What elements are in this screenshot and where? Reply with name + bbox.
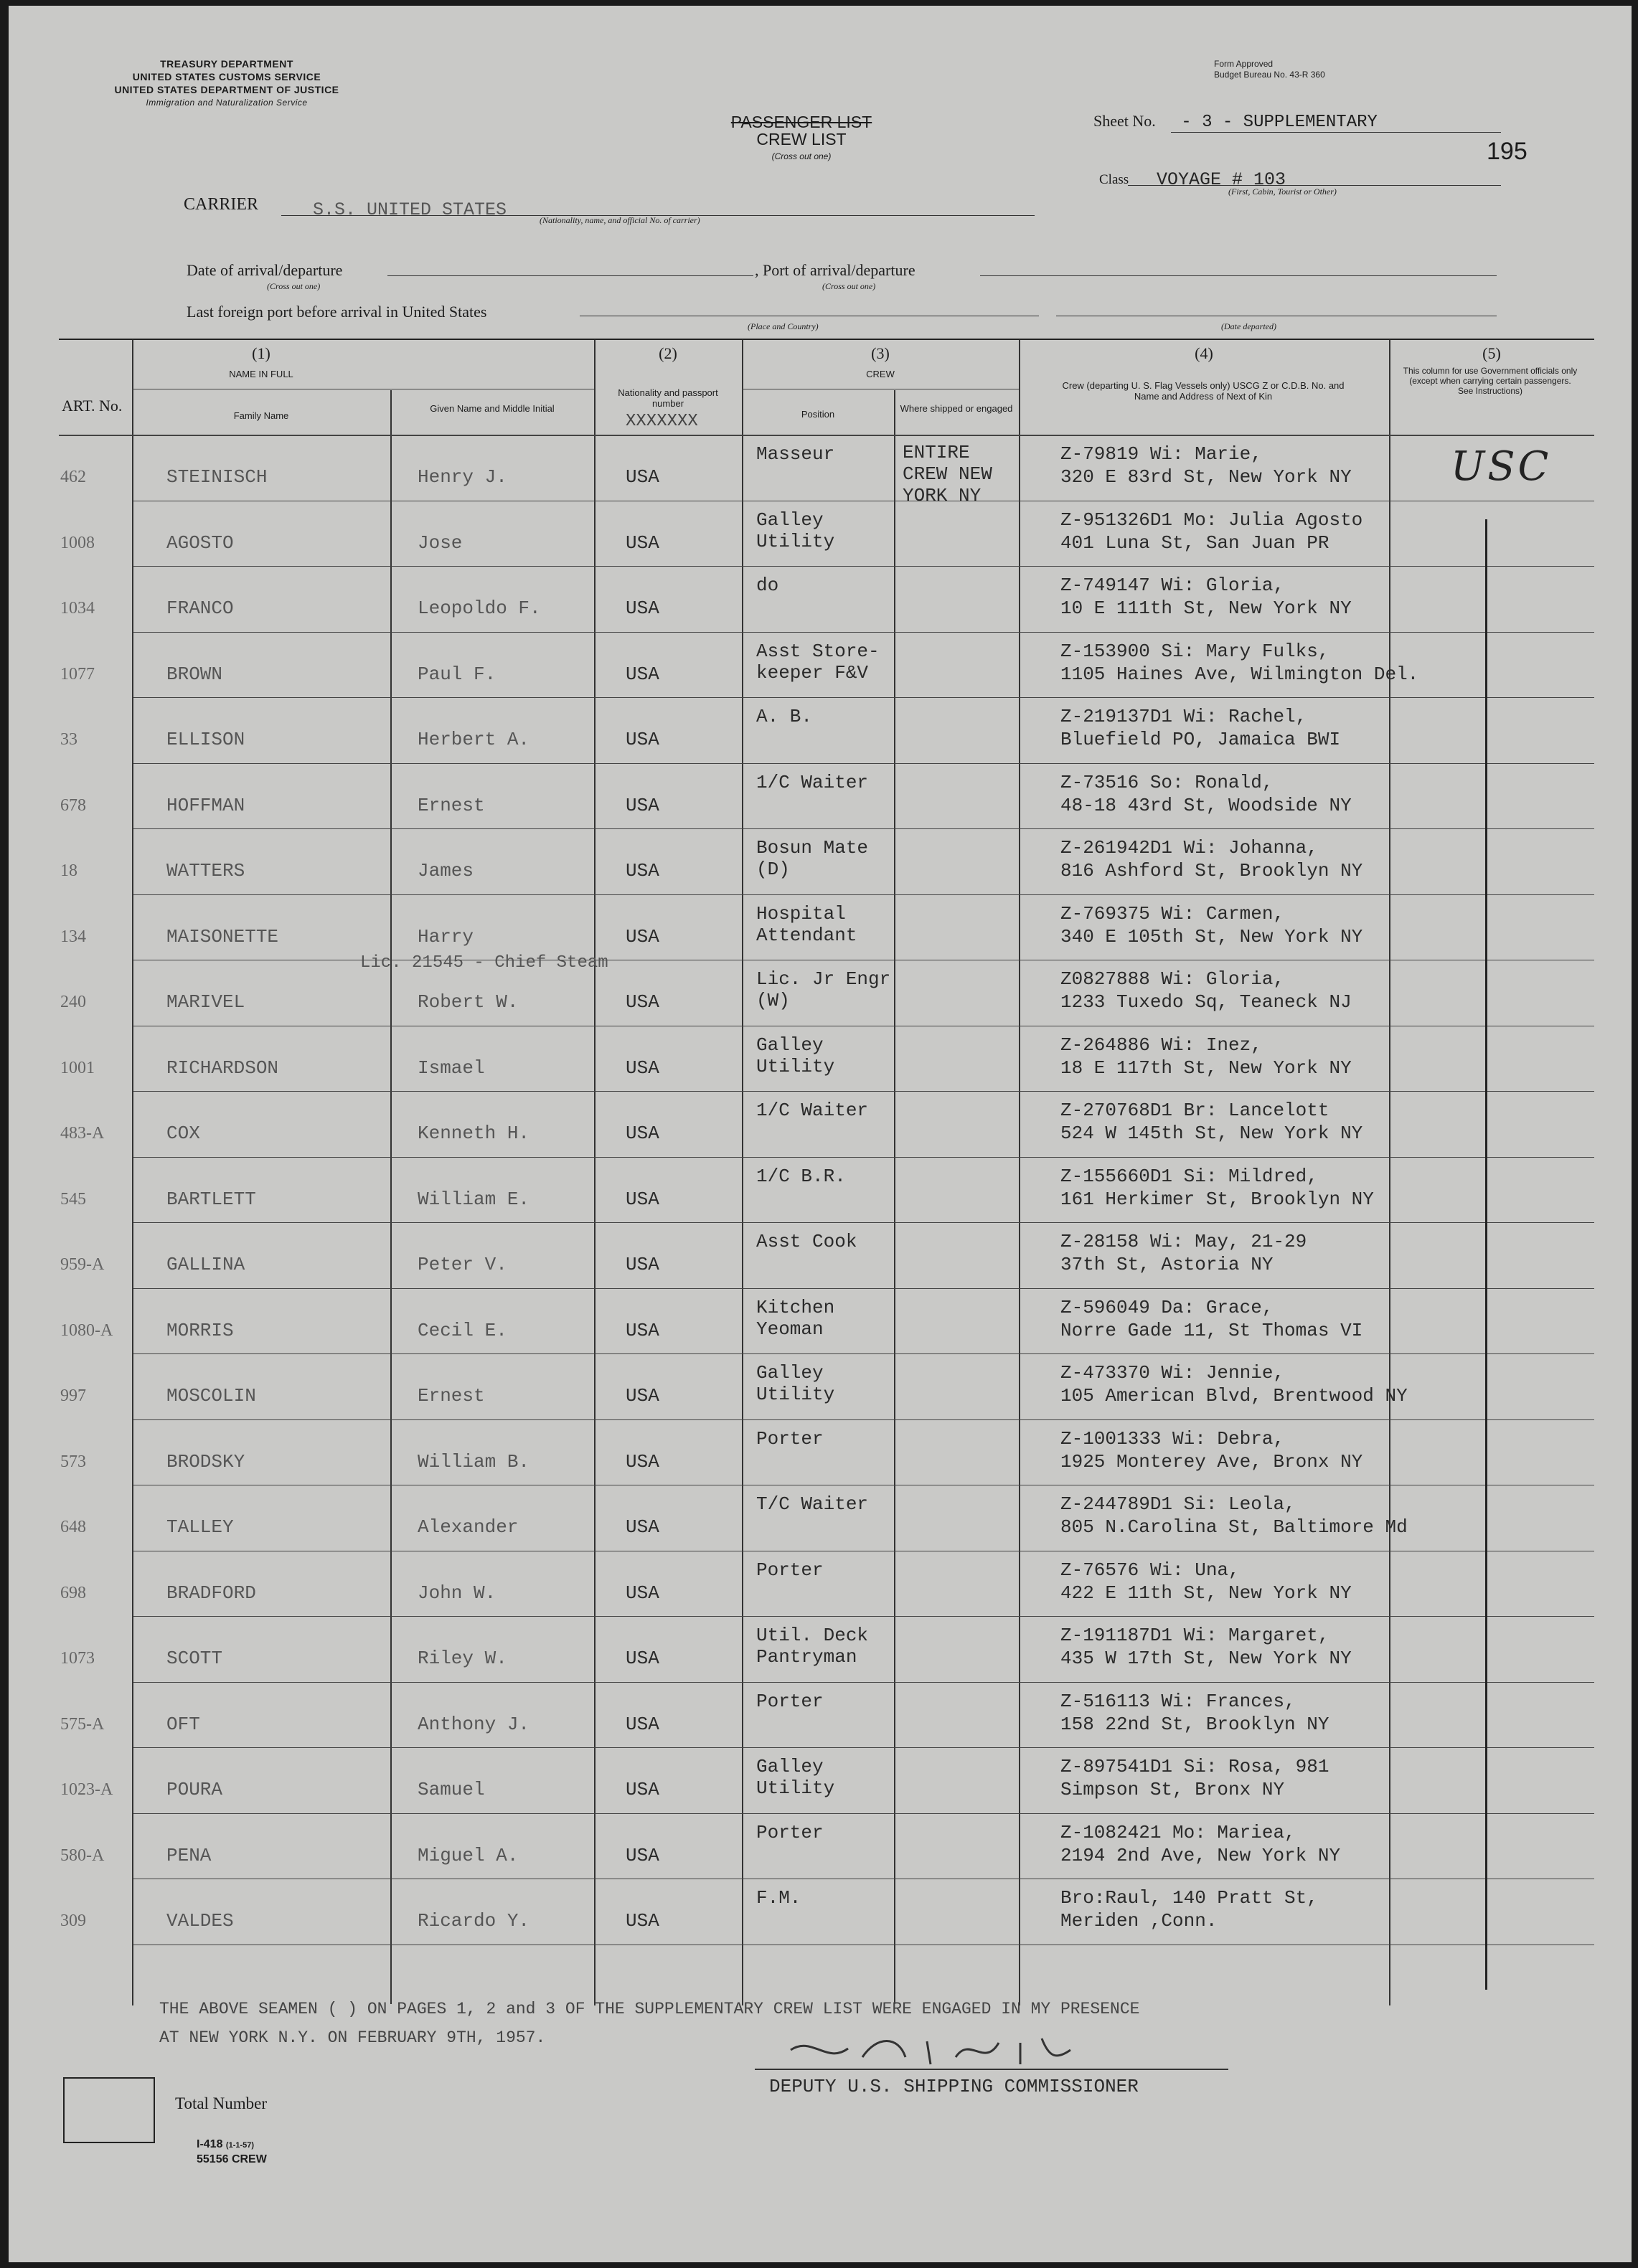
position: Galley Utility	[756, 1034, 835, 1077]
nationality: USA	[626, 1779, 659, 1800]
form-approved-text: Form Approved	[1214, 59, 1274, 69]
crew-table	[59, 339, 1594, 2005]
position: F.M.	[756, 1887, 801, 1909]
next-of-kin-line1: Z-270768D1 Br: Lancelott	[1060, 1100, 1329, 1121]
family-name: BRODSKY	[166, 1450, 245, 1473]
total-number-label: Total Number	[175, 2094, 268, 2112]
position: Asst Cook	[756, 1231, 857, 1252]
col1b-header: Given Name and Middle Initial	[430, 403, 555, 414]
nationality: USA	[626, 1385, 659, 1407]
row-divider	[133, 1288, 1594, 1289]
art-number: 1077	[60, 664, 95, 684]
given-name: James	[418, 860, 474, 882]
next-of-kin-line1: Z-596049 Da: Grace,	[1060, 1296, 1274, 1318]
next-of-kin-line1: Z-1082421 Mo: Mariea,	[1060, 1821, 1296, 1843]
family-name: WATTERS	[166, 860, 245, 882]
position: Lic. Jr Engr (W)	[756, 968, 891, 1011]
family-name: VALDES	[166, 1910, 234, 1932]
given-name: Riley W.	[418, 1648, 507, 1669]
next-of-kin-line2: Simpson St, Bronx NY	[1060, 1779, 1285, 1800]
given-name: Samuel	[418, 1779, 485, 1800]
agency-line: UNITED STATES DEPARTMENT OF JUSTICE	[114, 84, 339, 95]
given-name: Ismael	[418, 1057, 485, 1079]
given-name: John W.	[418, 1582, 496, 1604]
given-name: Ricardo Y.	[418, 1910, 530, 1932]
nationality: USA	[626, 729, 659, 750]
agency-line: Immigration and Naturalization Service	[146, 98, 308, 108]
next-of-kin-line1: Z-769375 Wi: Carmen,	[1060, 902, 1285, 925]
form-approval	[1214, 59, 1325, 80]
position: Porter	[756, 1427, 824, 1450]
nationality: USA	[626, 1057, 659, 1079]
next-of-kin-line2: 37th St, Astoria NY	[1060, 1254, 1274, 1275]
family-name: FRANCO	[166, 597, 234, 619]
date-label-text: Date of arrival/departure	[187, 261, 343, 279]
next-of-kin-line2: 10 E 111th St, New York NY	[1060, 597, 1352, 619]
sheet-label: Sheet No.	[1093, 112, 1156, 130]
col3-number: (3)	[871, 344, 890, 362]
sheet-value: - 3 - SUPPLEMENTARY	[1181, 113, 1378, 132]
row-divider	[133, 697, 1594, 698]
family-name: BROWN	[166, 663, 223, 685]
art-number: 648	[60, 1518, 86, 1536]
art-number: 1034	[60, 599, 95, 618]
given-name: Alexander	[418, 1516, 519, 1538]
total-number-box	[63, 2077, 155, 2143]
position: Asst Store-keeper F&V	[756, 640, 880, 684]
next-of-kin-line2: 805 N.Carolina St, Baltimore Md	[1060, 1516, 1408, 1538]
art-number: 545	[60, 1189, 86, 1209]
row-divider	[133, 1353, 1594, 1354]
art-number: 1001	[60, 1058, 95, 1077]
class-hint: (First, Cabin, Tourist or Other)	[1228, 186, 1337, 197]
place-hint: (Place and Country)	[748, 321, 819, 331]
nationality: USA	[626, 925, 659, 948]
family-name: MARIVEL	[166, 991, 245, 1013]
position: Kitchen Yeoman	[756, 1296, 835, 1340]
next-of-kin-line1: Z-28158 Wi: May, 21-29	[1060, 1231, 1307, 1252]
art-number: 573	[60, 1452, 86, 1471]
next-of-kin-line2: 105 American Blvd, Brentwood NY	[1060, 1385, 1408, 1407]
family-name: SCOTT	[166, 1648, 223, 1669]
col5-number: (5)	[1482, 344, 1501, 362]
given-name: Jose	[418, 531, 463, 554]
next-of-kin-line2: 816 Ashford St, Brooklyn NY	[1060, 860, 1363, 882]
next-of-kin-line1: Z-155660D1 Si: Mildred,	[1060, 1165, 1318, 1187]
next-of-kin-line1: Z-749147 Wi: Gloria,	[1060, 575, 1285, 596]
row-divider	[133, 828, 1594, 829]
engagement-statement-line1: THE ABOVE SEAMEN ( ) ON PAGES 1, 2 and 3 OF THE SUPPLEMENTARY CREW LIST WERE ENGAGED IN MY PRESENCE	[159, 2000, 1140, 2018]
form-sheet	[9, 6, 1632, 2262]
position: A. B.	[756, 706, 813, 727]
given-name: Kenneth H.	[418, 1123, 530, 1144]
next-of-kin-line2: Norre Gade 11, St Thomas VI	[1060, 1319, 1363, 1341]
row-divider	[133, 566, 1594, 567]
usc-bracket-line	[1485, 519, 1487, 1990]
row-divider	[133, 1222, 1594, 1223]
col4-number: (4)	[1195, 344, 1213, 362]
given-name: Henry J.	[418, 466, 507, 488]
passport-overstrike: XXXXXXX	[626, 412, 698, 431]
nationality: USA	[626, 1188, 659, 1210]
given-name: Peter V.	[418, 1254, 507, 1275]
next-of-kin-line1: Z-76576 Wi: Una,	[1060, 1559, 1240, 1581]
position: T/C Waiter	[756, 1493, 869, 1515]
art-number: 462	[60, 468, 86, 486]
next-of-kin-line1: Z-261942D1 Wi: Johanna,	[1060, 837, 1318, 859]
row-divider	[133, 1682, 1594, 1683]
next-of-kin-line2: 524 W 145th St, New York NY	[1060, 1123, 1363, 1144]
row-note: Lic. 21545 - Chief Steam	[360, 953, 608, 973]
given-name: Paul F.	[418, 663, 496, 685]
art-number: 1080-A	[60, 1320, 113, 1340]
position: Porter	[756, 1559, 824, 1581]
family-name: RICHARDSON	[166, 1057, 279, 1079]
list-title	[719, 113, 884, 165]
nationality: USA	[626, 1254, 659, 1275]
agency-block	[69, 57, 385, 109]
nationality: USA	[626, 1319, 659, 1341]
art-number: 575-A	[60, 1714, 105, 1734]
shipped-value: ENTIRE CREW NEW YORK NY	[903, 442, 992, 506]
family-name: ELLISON	[166, 729, 245, 750]
nationality: USA	[626, 1844, 659, 1866]
next-of-kin-line1: Z-897541D1 Si: Rosa, 981	[1060, 1756, 1329, 1777]
given-name: Cecil E.	[418, 1319, 507, 1341]
row-divider	[133, 894, 1594, 895]
art-number: 997	[60, 1386, 86, 1405]
next-of-kin-line1: Z-264886 Wi: Inez,	[1060, 1034, 1262, 1056]
col4-title: Crew (departing U. S. Flag Vessels only) USCG Z or C.D.B. No. and Name and Address of Next of Kin	[1062, 380, 1345, 402]
sheet-number	[1093, 112, 1378, 132]
signature-mark	[783, 2028, 1142, 2071]
family-name: TALLEY	[166, 1516, 234, 1538]
next-of-kin-line2: 1105 Haines Ave, Wilmington Del.	[1060, 663, 1419, 685]
given-name: William B.	[418, 1450, 530, 1473]
date-label	[187, 261, 342, 280]
nationality: USA	[626, 466, 659, 488]
family-name: MORRIS	[166, 1319, 234, 1341]
family-name: GALLINA	[166, 1254, 245, 1275]
date-cross-out: (Cross out one)	[267, 281, 321, 291]
art-number: 678	[60, 795, 86, 815]
art-no-label: ART. No.	[62, 397, 123, 415]
given-name: Miguel A.	[418, 1844, 519, 1866]
position: Galley Utility	[756, 1756, 835, 1799]
next-of-kin-line1: Z0827888 Wi: Gloria,	[1060, 968, 1285, 990]
next-of-kin-line2: 422 E 11th St, New York NY	[1060, 1582, 1352, 1604]
col1-title: NAME IN FULL	[229, 369, 293, 379]
position: 1/C Waiter	[756, 771, 869, 793]
title-passenger-list: PASSENGER LIST	[730, 113, 872, 131]
art-number: 1008	[60, 533, 95, 552]
given-name: Harry	[418, 925, 474, 948]
last-port-label: Last foreign port before arrival in United States	[187, 303, 487, 321]
row-divider	[133, 1813, 1594, 1814]
carrier-value: S.S. UNITED STATES	[313, 199, 507, 220]
page-number: 195	[1487, 138, 1528, 165]
row-divider	[133, 1616, 1594, 1617]
art-number: 240	[60, 993, 86, 1011]
art-number: 580-A	[60, 1846, 105, 1865]
position: Masseur	[756, 443, 835, 465]
position: 1/C B.R.	[756, 1165, 846, 1187]
given-name: William E.	[418, 1188, 530, 1210]
form-code: 55156 CREW	[197, 2153, 267, 2165]
carrier-hint: (Nationality, name, and official No. of carrier)	[540, 215, 700, 225]
col3-title: CREW	[866, 369, 895, 379]
art-number: 18	[60, 861, 77, 880]
next-of-kin-line2: 1233 Tuxedo Sq, Teaneck NJ	[1060, 991, 1352, 1013]
given-name: Anthony J.	[418, 1713, 530, 1735]
next-of-kin-line2: 320 E 83rd St, New York NY	[1060, 466, 1352, 488]
next-of-kin-line2: 48-18 43rd St, Woodside NY	[1060, 794, 1352, 816]
position: Porter	[756, 1690, 824, 1712]
next-of-kin-line1: Z-79819 Wi: Marie,	[1060, 443, 1262, 465]
position: 1/C Waiter	[756, 1100, 869, 1121]
position: Hospital Attendant	[756, 902, 857, 946]
art-number: 309	[60, 1912, 86, 1930]
nationality: USA	[626, 531, 659, 554]
position: Galley Utility	[756, 509, 835, 552]
art-number: 33	[60, 730, 77, 749]
given-name: Ernest	[418, 794, 485, 816]
class-label: Class	[1099, 172, 1129, 187]
nationality: USA	[626, 794, 659, 816]
next-of-kin-line2: Bluefield PO, Jamaica BWI	[1060, 729, 1341, 750]
date-departed-hint: (Date departed)	[1221, 321, 1276, 331]
family-name: POURA	[166, 1779, 223, 1800]
agency-line: TREASURY DEPARTMENT	[160, 58, 293, 70]
nationality: USA	[626, 991, 659, 1013]
form-date: (1-1-57)	[225, 2141, 255, 2150]
art-number: 1023-A	[60, 1780, 113, 1799]
next-of-kin-line1: Z-219137D1 Wi: Rachel,	[1060, 706, 1307, 727]
family-name: OFT	[166, 1713, 200, 1735]
next-of-kin-line2: 158 22nd St, Brooklyn NY	[1060, 1713, 1329, 1735]
family-name: COX	[166, 1123, 200, 1144]
row-divider	[133, 632, 1594, 633]
next-of-kin-line2: 1925 Monterey Ave, Bronx NY	[1060, 1450, 1363, 1473]
next-of-kin-line2: 435 W 17th St, New York NY	[1060, 1648, 1352, 1669]
given-name: Leopoldo F.	[418, 597, 541, 619]
form-number	[197, 2137, 267, 2167]
signature-title: DEPUTY U.S. SHIPPING COMMISSIONER	[769, 2076, 1139, 2097]
next-of-kin-line2: 340 E 105th St, New York NY	[1060, 925, 1363, 948]
art-number: 1073	[60, 1649, 95, 1668]
position: Bosun Mate (D)	[756, 837, 869, 880]
next-of-kin-line2: 2194 2nd Ave, New York NY	[1060, 1844, 1341, 1866]
nationality: USA	[626, 860, 659, 882]
nationality: USA	[626, 1713, 659, 1735]
next-of-kin-line1: Z-951326D1 Mo: Julia Agosto	[1060, 509, 1363, 531]
col3b-header: Where shipped or engaged	[900, 403, 1013, 414]
carrier-label: CARRIER	[184, 195, 259, 214]
next-of-kin-line1: Z-73516 So: Ronald,	[1060, 771, 1274, 793]
next-of-kin-line1: Bro:Raul, 140 Pratt St,	[1060, 1887, 1318, 1909]
position: Util. Deck Pantryman	[756, 1625, 869, 1668]
family-name: BRADFORD	[166, 1582, 256, 1604]
family-name: AGOSTO	[166, 531, 234, 554]
next-of-kin-line1: Z-153900 Si: Mary Fulks,	[1060, 640, 1329, 662]
class-value: VOYAGE # 103	[1157, 169, 1286, 190]
nationality: USA	[626, 1516, 659, 1538]
next-of-kin-line2: 401 Luna St, San Juan PR	[1060, 531, 1329, 554]
signature-line	[755, 2069, 1228, 2070]
col2-title: Nationality and passport number	[618, 387, 718, 409]
position: Porter	[756, 1821, 824, 1843]
nationality: USA	[626, 1648, 659, 1669]
row-divider	[133, 1091, 1594, 1092]
next-of-kin-line1: Z-473370 Wi: Jennie,	[1060, 1362, 1285, 1384]
row-divider	[133, 1157, 1594, 1158]
nationality: USA	[626, 1123, 659, 1144]
col2-number: (2)	[659, 344, 677, 362]
given-name: Herbert A.	[418, 729, 530, 750]
nationality: USA	[626, 1582, 659, 1604]
col1a-header: Family Name	[233, 410, 289, 421]
row-divider	[133, 763, 1594, 764]
family-name: BARTLETT	[166, 1188, 256, 1210]
family-name: HOFFMAN	[166, 794, 245, 816]
art-number: 959-A	[60, 1255, 105, 1274]
engagement-statement-line2: AT NEW YORK N.Y. ON FEBRUARY 9TH, 1957.	[159, 2028, 546, 2047]
family-name: STEINISCH	[166, 466, 268, 488]
budget-bureau-text: Budget Bureau No. 43-R 360	[1214, 70, 1325, 80]
next-of-kin-line2: Meriden ,Conn.	[1060, 1910, 1218, 1932]
given-name: Robert W.	[418, 991, 519, 1013]
form-id: I-418	[197, 2138, 223, 2150]
col3a-header: Position	[801, 409, 835, 420]
col1-number: (1)	[252, 344, 270, 362]
family-name: MOSCOLIN	[166, 1385, 256, 1407]
row-divider	[133, 1419, 1594, 1420]
family-name: PENA	[166, 1844, 212, 1866]
port-label: , Port of arrival/departure	[755, 261, 916, 279]
col5-title: This column for use Government officials only (except when carrying certain passengers. See Instructions)	[1403, 366, 1578, 396]
art-number: 698	[60, 1583, 86, 1602]
title-crew-list: CREW LIST	[756, 130, 847, 148]
next-of-kin-line2: 18 E 117th St, New York NY	[1060, 1057, 1352, 1079]
art-number: 483-A	[60, 1124, 105, 1143]
port-cross-out: (Cross out one)	[822, 281, 876, 291]
next-of-kin-line1: Z-1001333 Wi: Debra,	[1060, 1427, 1285, 1450]
agency-line: UNITED STATES CUSTOMS SERVICE	[132, 71, 321, 82]
usc-annotation: USC	[1451, 443, 1552, 490]
next-of-kin-line2: 161 Herkimer St, Brooklyn NY	[1060, 1188, 1374, 1210]
family-name: MAISONETTE	[166, 925, 279, 948]
nationality: USA	[626, 1450, 659, 1473]
cross-out-note: (Cross out one)	[771, 151, 832, 161]
nationality: USA	[626, 663, 659, 685]
nationality: USA	[626, 597, 659, 619]
position: Galley Utility	[756, 1362, 835, 1405]
given-name: Ernest	[418, 1385, 485, 1407]
art-number: 134	[60, 927, 86, 946]
row-divider	[133, 1747, 1594, 1748]
position: do	[756, 575, 779, 596]
next-of-kin-line1: Z-516113 Wi: Frances,	[1060, 1690, 1296, 1712]
nationality: USA	[626, 1910, 659, 1932]
next-of-kin-line1: Z-191187D1 Wi: Margaret,	[1060, 1625, 1329, 1646]
next-of-kin-line1: Z-244789D1 Si: Leola,	[1060, 1493, 1296, 1515]
